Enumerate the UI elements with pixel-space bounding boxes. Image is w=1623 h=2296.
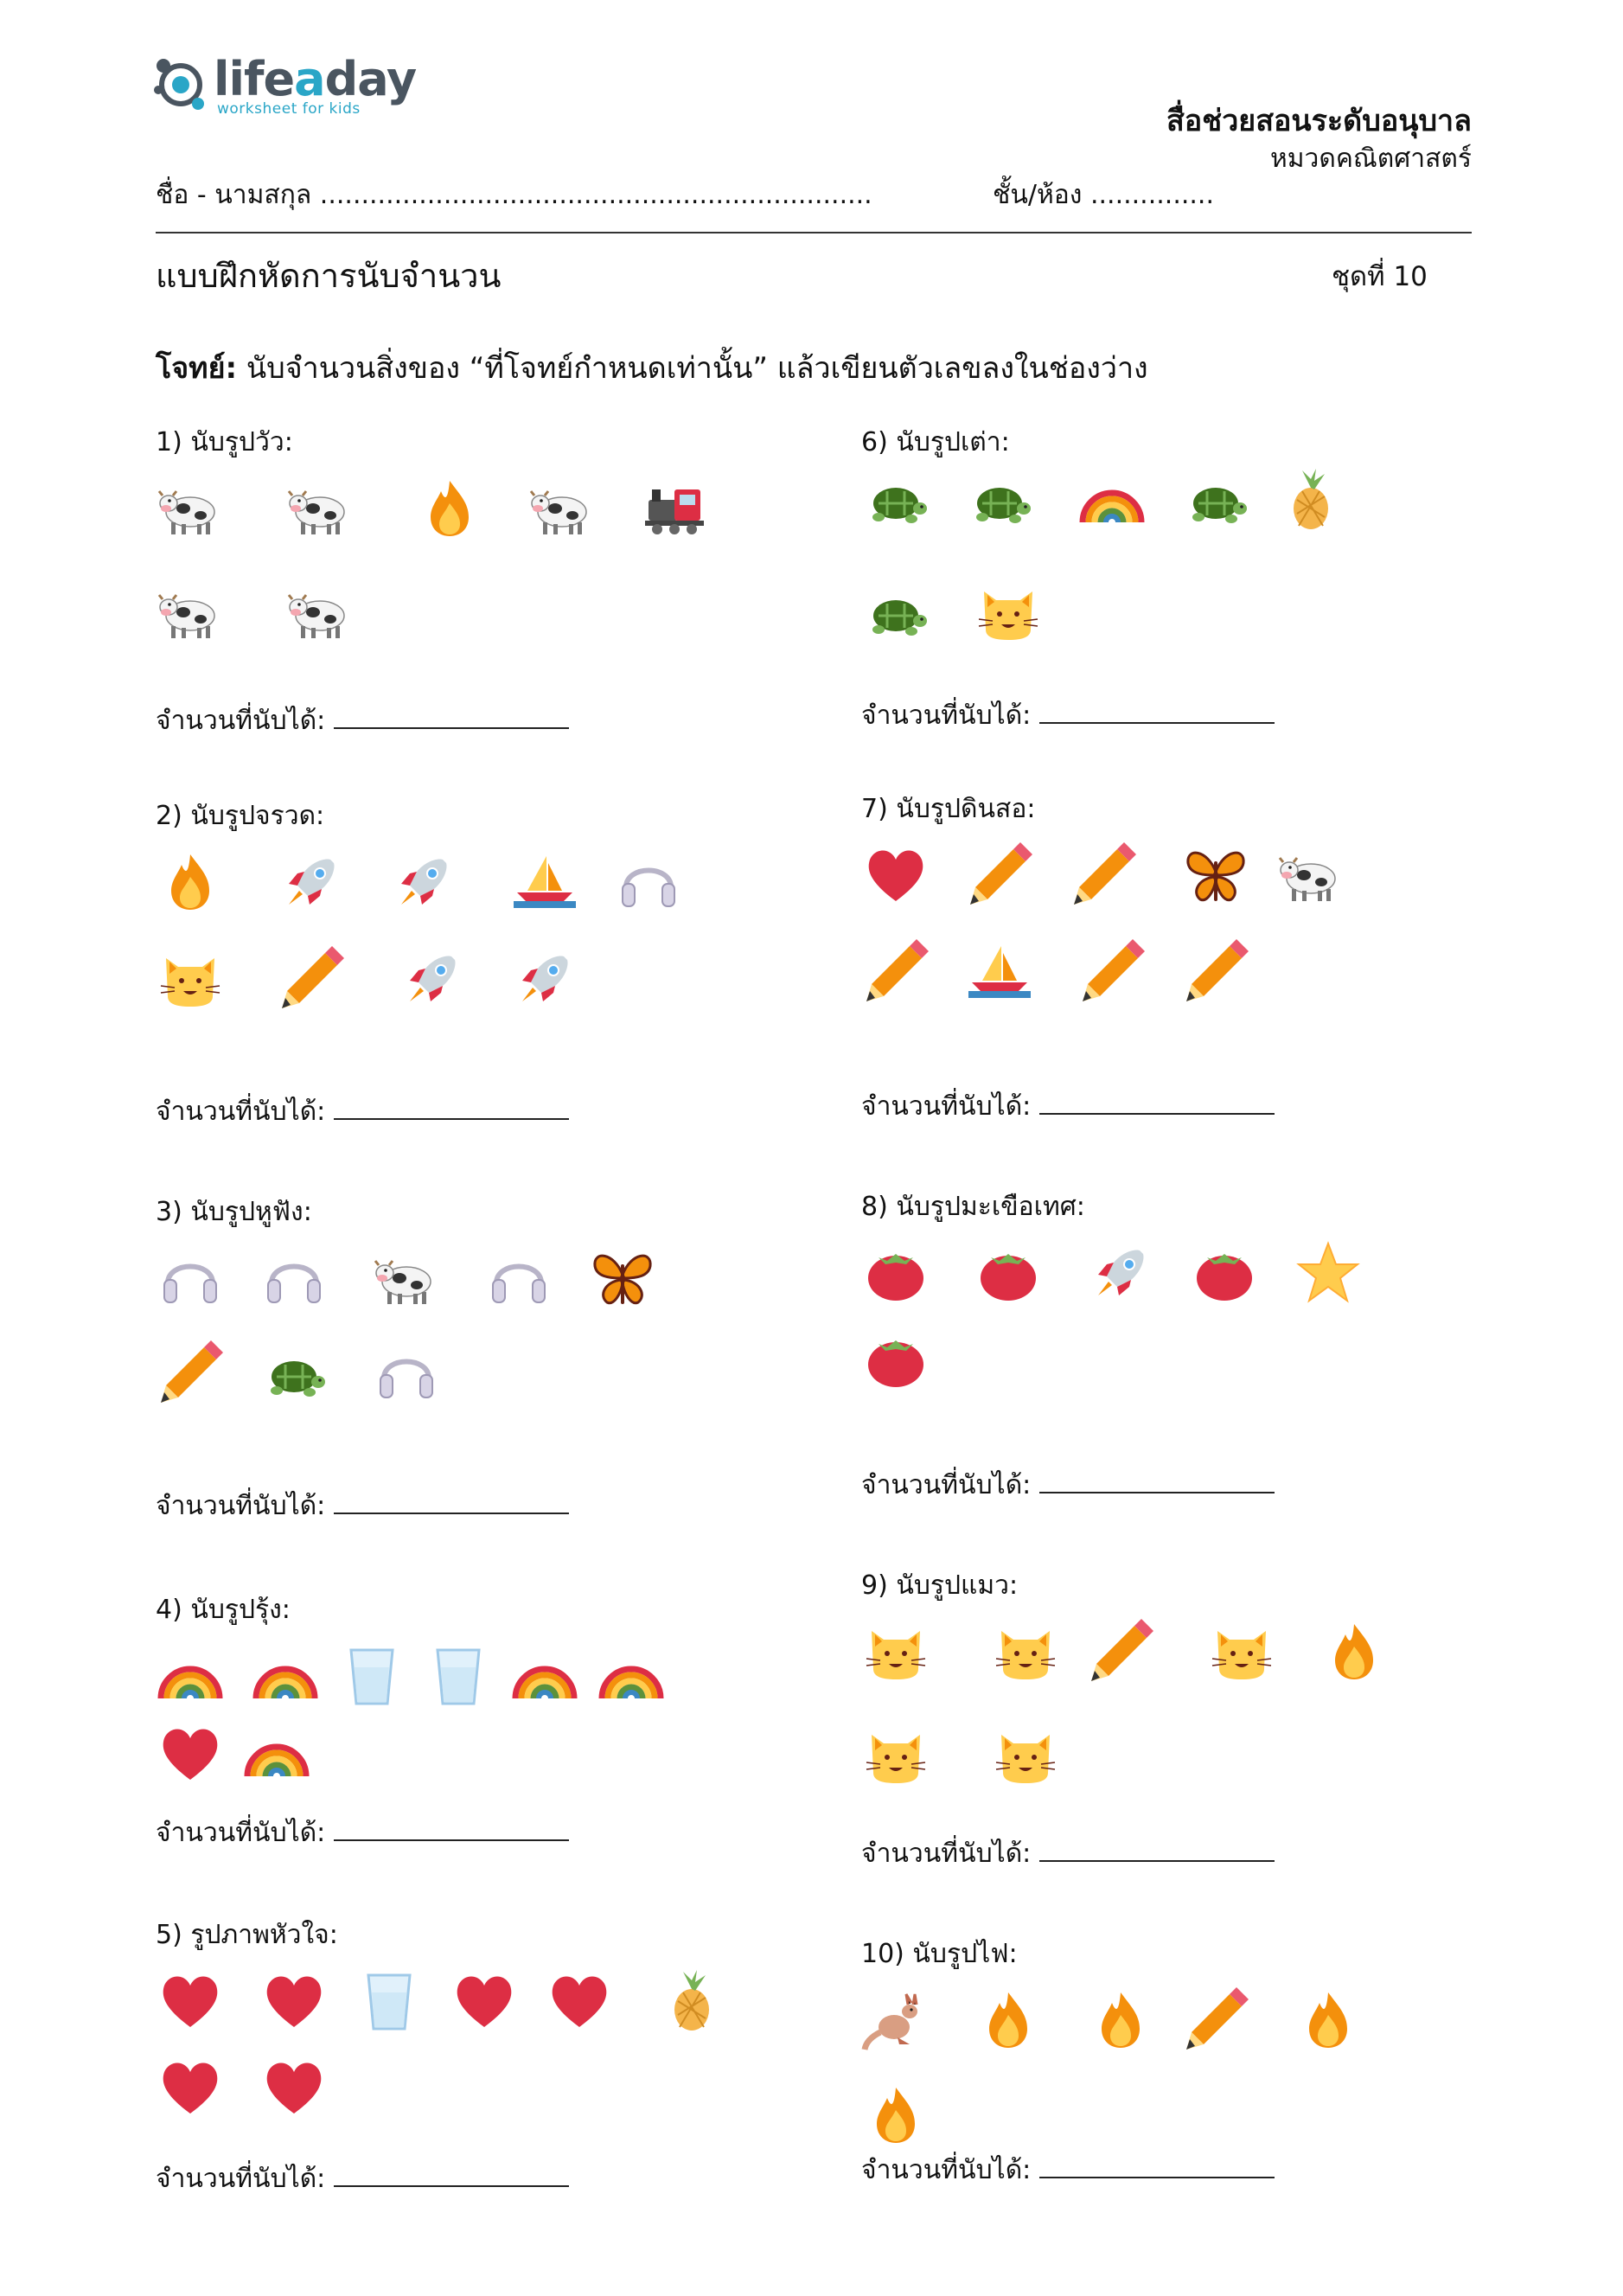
glass-icon <box>424 1641 493 1711</box>
pencil-icon <box>1077 937 1147 1007</box>
heart-icon <box>156 2053 225 2122</box>
logo-wordmark: lifeaday <box>214 52 417 106</box>
tomato-icon <box>861 1238 930 1308</box>
heart-icon <box>259 1967 329 2036</box>
headphones-icon <box>372 1339 441 1408</box>
rainbow-icon <box>597 1641 666 1711</box>
rocket-icon <box>277 847 346 917</box>
logo <box>151 52 417 121</box>
rocket-icon <box>398 944 467 1014</box>
answer-5[interactable]: จำนวนที่นับได้: <box>156 2158 569 2199</box>
pencil-icon <box>1086 1617 1155 1686</box>
pencil-icon <box>277 944 346 1014</box>
fire-icon <box>1294 1986 1363 2055</box>
glass-icon <box>355 1967 424 2036</box>
name-field[interactable]: ชื่อ - นามสกุล ................................................................... <box>156 180 872 210</box>
answer-4[interactable]: จำนวนที่นับได้: <box>156 1813 569 1853</box>
fire-icon <box>1319 1617 1389 1686</box>
pencil-icon <box>1069 841 1138 910</box>
tomato-icon <box>861 1325 930 1394</box>
pencil-icon <box>965 841 1034 910</box>
fire-icon <box>861 2081 930 2150</box>
question-label: 5) รูปภาพหัวใจ: <box>156 1920 338 1950</box>
rainbow-icon <box>242 1719 311 1788</box>
answer-1[interactable]: จำนวนที่นับได้: <box>156 700 569 741</box>
question-4 <box>156 1589 291 1630</box>
sailboat-icon <box>510 847 579 917</box>
question-10 <box>861 1934 1018 1974</box>
turtle-icon <box>259 1339 329 1408</box>
question-label: 3) นับรูปหูฟัง: <box>156 1197 312 1227</box>
question-5 <box>156 1915 338 1955</box>
butterfly-icon <box>588 1244 657 1313</box>
glass-icon <box>337 1641 406 1711</box>
rainbow-icon <box>251 1641 320 1711</box>
heart-icon <box>450 1967 519 2036</box>
answer-7[interactable]: จำนวนที่นับได้: <box>861 1086 1275 1127</box>
pencil-icon <box>156 1339 225 1408</box>
pineapple-icon <box>1276 465 1345 534</box>
rocket-icon <box>389 847 458 917</box>
heart-icon <box>156 1719 225 1788</box>
turtle-icon <box>965 465 1034 534</box>
question-label: 2) นับรูปจรวด: <box>156 801 325 831</box>
divider <box>156 232 1472 233</box>
heart-icon <box>861 841 930 910</box>
question-label: 10) นับรูปไฟ: <box>861 1939 1018 1969</box>
tomato-icon <box>1190 1238 1259 1308</box>
rainbow-icon <box>1077 465 1147 534</box>
rainbow-icon <box>510 1641 579 1711</box>
question-label: 7) นับรูปดินสอ: <box>861 794 1036 824</box>
cat-icon <box>861 1617 930 1686</box>
turtle-icon <box>861 465 930 534</box>
cat-icon <box>156 944 225 1014</box>
answer-10[interactable]: จำนวนที่นับได้: <box>861 2150 1275 2190</box>
logo-tagline: worksheet for kids <box>217 100 361 118</box>
cow-icon <box>372 1244 441 1313</box>
question-8 <box>861 1186 1085 1227</box>
question-3 <box>156 1192 312 1232</box>
headphones-icon <box>484 1244 553 1313</box>
question-label: 9) นับรูปแมว: <box>861 1570 1019 1601</box>
set-number: ชุดที่ 10 <box>1332 261 1428 292</box>
heart-icon <box>259 2053 329 2122</box>
answer-3[interactable]: จำนวนที่นับได้: <box>156 1486 569 1526</box>
tomato-icon <box>974 1238 1043 1308</box>
answer-6[interactable]: จำนวนที่นับได้: <box>861 695 1275 736</box>
question-7 <box>861 789 1035 829</box>
kangaroo-icon <box>861 1986 930 2055</box>
cow-icon <box>1276 841 1345 910</box>
pencil-icon <box>1181 1986 1250 2055</box>
question-1 <box>156 422 293 463</box>
answer-2[interactable]: จำนวนที่นับได้: <box>156 1091 569 1132</box>
fire-icon <box>415 474 484 543</box>
cat-icon <box>991 1617 1060 1686</box>
cat-icon <box>974 578 1043 647</box>
question-label: 6) นับรูปเต่า: <box>861 427 1010 457</box>
cat-icon <box>991 1721 1060 1790</box>
cow-icon <box>285 578 355 647</box>
star-icon <box>1294 1238 1363 1308</box>
turtle-icon <box>1181 465 1250 534</box>
cow-icon <box>285 474 355 543</box>
heart-icon <box>156 1967 225 2036</box>
question-label: 4) นับรูปรุ้ง: <box>156 1595 291 1625</box>
header-subject: หมวดคณิตศาสตร์ <box>1269 144 1472 174</box>
question-2 <box>156 796 324 836</box>
answer-8[interactable]: จำนวนที่นับได้: <box>861 1465 1275 1506</box>
cow-icon <box>527 474 597 543</box>
cat-icon <box>1207 1617 1276 1686</box>
question-6 <box>861 422 1010 463</box>
turtle-icon <box>861 578 930 647</box>
train-icon <box>640 474 709 543</box>
worksheet-title: แบบฝึกหัดการนับจำนวน <box>156 257 502 295</box>
answer-9[interactable]: จำนวนที่นับได้: <box>861 1833 1275 1874</box>
butterfly-icon <box>1181 841 1250 910</box>
pineapple-icon <box>657 1967 726 2036</box>
rainbow-icon <box>156 1641 225 1711</box>
question-label: 1) นับรูปวัว: <box>156 427 293 457</box>
instruction: โจทย์: นับจำนวนสิ่งของ “ที่โจทย์กำหนดเท่านั้น” แล้วเขียนตัวเลขลงในช่องว่าง <box>156 351 1148 386</box>
question-9 <box>861 1565 1018 1606</box>
heart-icon <box>545 1967 614 2036</box>
pencil-icon <box>1181 937 1250 1007</box>
rocket-icon <box>1086 1238 1155 1308</box>
cow-icon <box>156 578 225 647</box>
cow-icon <box>156 474 225 543</box>
question-label: 8) นับรูปมะเขือเทศ: <box>861 1192 1085 1222</box>
headphones-icon <box>614 847 683 917</box>
header-level-title: สื่อช่วยสอนระดับอนุบาล <box>1166 104 1472 138</box>
fire-icon <box>156 847 225 917</box>
headphones-icon <box>156 1244 225 1313</box>
headphones-icon <box>259 1244 329 1313</box>
fire-icon <box>974 1986 1043 2055</box>
pencil-icon <box>861 937 930 1007</box>
sailboat-icon <box>965 937 1034 1007</box>
rocket-icon <box>510 944 579 1014</box>
cat-icon <box>861 1721 930 1790</box>
logo-mark-icon <box>151 52 210 114</box>
fire-icon <box>1086 1986 1155 2055</box>
class-field[interactable]: ชั้น/ห้อง ............... <box>993 180 1214 210</box>
